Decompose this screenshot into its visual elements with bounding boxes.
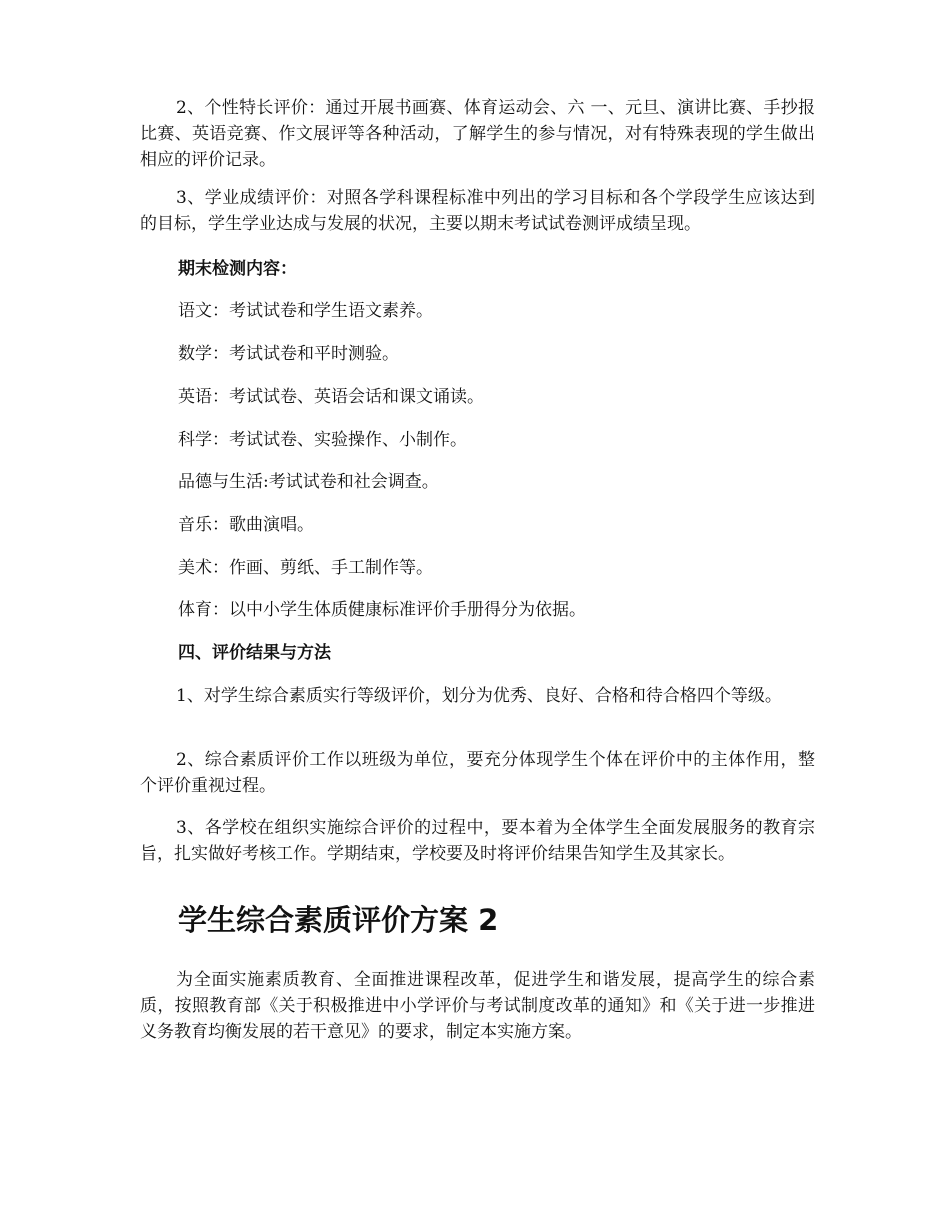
- section4-item-3: 3、各学校在组织实施综合评价的过程中，要本着为全体学生全面发展服务的教育宗旨，扎实做好考核工作。学期结束，学校要及时将评价结果告知学生及其家长。: [140, 818, 815, 864]
- exam-item-science: 科学：考试试卷、实验操作、小制作。: [178, 430, 467, 450]
- plan2-title: 学生综合素质评价方案 2: [178, 903, 499, 937]
- exam-item-pe: 体育：以中小学生体质健康标准评价手册得分为依据。: [178, 600, 586, 620]
- paragraph-specialty-evaluation: 2、个性特长评价：通过开展书画赛、体育运动会、六 一、元旦、演讲比赛、手抄报比赛、英语竞赛、作文展评等各种活动，了解学生的参与情况，对有特殊表现的学生做出相应的评价记录。: [140, 98, 815, 170]
- exam-item-english: 英语：考试试卷、英语会话和课文诵读。: [178, 387, 484, 407]
- exam-item-math: 数学：考试试卷和平时测验。: [178, 344, 399, 364]
- section4-item-2: 2、综合素质评价工作以班级为单位，要充分体现学生个体在评价中的主体作用，整个评价重视过程。: [140, 750, 815, 796]
- paragraph-academic-evaluation: 3、学业成绩评价：对照各学科课程标准中列出的学习目标和各个学段学生应该达到的目标，学生学业达成与发展的状况，主要以期末考试试卷测评成绩呈现。: [140, 188, 815, 234]
- exam-item-chinese: 语文：考试试卷和学生语文素养。: [178, 301, 433, 321]
- section4-item-1: 1、对学生综合素质实行等级评价，划分为优秀、良好、合格和待合格四个等级。: [176, 686, 782, 706]
- exam-item-art: 美术：作画、剪纸、手工制作等。: [178, 558, 433, 578]
- exam-item-music: 音乐：歌曲演唱。: [178, 515, 314, 535]
- section4-heading: 四、评价结果与方法: [178, 643, 331, 663]
- plan2-intro-paragraph: 为全面实施素质教育、全面推进课程改革，促进学生和谐发展，提高学生的综合素质，按照教育部《关于积极推进中小学评价与考试制度改革的通知》和《关于进一步推进义务教育均衡发展的若干意见》的要求，制定本实施方案。: [140, 970, 815, 1042]
- exam-content-heading: 期末检测内容：: [178, 259, 297, 279]
- exam-item-morality: 品德与生活:考试试卷和社会调查。: [178, 472, 439, 492]
